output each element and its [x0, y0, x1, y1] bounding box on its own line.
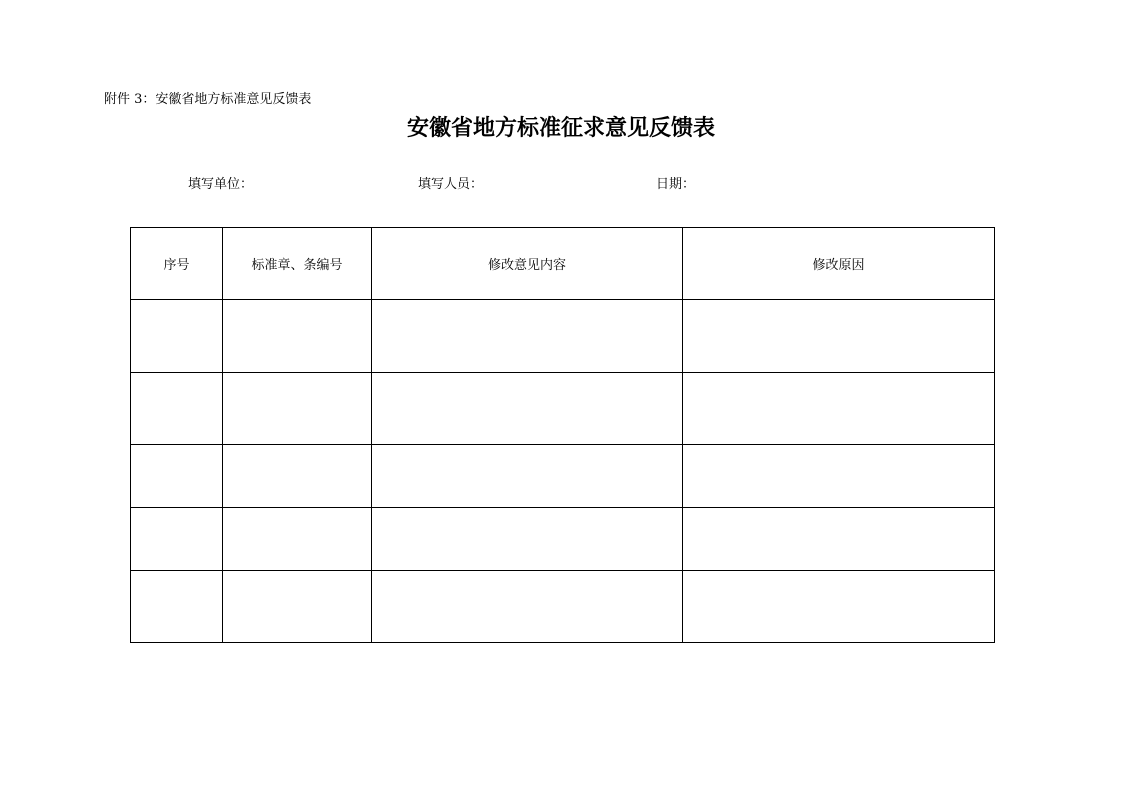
- clause-number-cell[interactable]: [223, 373, 372, 445]
- header-serial-number: 序号: [131, 228, 223, 300]
- serial-number-cell[interactable]: [131, 300, 223, 373]
- table-row: [131, 571, 995, 643]
- attachment-label: 附件 3：安徽省地方标准意见反馈表: [104, 92, 312, 107]
- revision-reason-cell[interactable]: [683, 508, 995, 571]
- feedback-table: [130, 227, 995, 643]
- header-revision-content: 修改意见内容: [372, 228, 683, 300]
- revision-content-cell[interactable]: [372, 508, 683, 571]
- clause-number-cell[interactable]: [223, 300, 372, 373]
- fill-person-label: 填写人员：: [418, 177, 484, 192]
- table-header-row: [131, 228, 995, 300]
- clause-number-cell[interactable]: [223, 508, 372, 571]
- table-row: [131, 300, 995, 373]
- revision-content-cell[interactable]: [372, 571, 683, 643]
- serial-number-cell[interactable]: [131, 508, 223, 571]
- revision-content-cell[interactable]: [372, 300, 683, 373]
- header-clause-number: 标准章、条编号: [223, 228, 372, 300]
- fill-unit-label: 填写单位：: [188, 177, 254, 192]
- table-row: [131, 445, 995, 508]
- revision-reason-cell[interactable]: [683, 571, 995, 643]
- clause-number-cell[interactable]: [223, 571, 372, 643]
- revision-reason-cell[interactable]: [683, 300, 995, 373]
- header-revision-reason: 修改原因: [683, 228, 995, 300]
- revision-content-cell[interactable]: [372, 445, 683, 508]
- revision-reason-cell[interactable]: [683, 373, 995, 445]
- clause-number-cell[interactable]: [223, 445, 372, 508]
- serial-number-cell[interactable]: [131, 571, 223, 643]
- table-row: [131, 508, 995, 571]
- revision-reason-cell[interactable]: [683, 445, 995, 508]
- date-label: 日期：: [656, 177, 696, 192]
- page-title: 安徽省地方标准征求意见反馈表: [406, 115, 715, 141]
- serial-number-cell[interactable]: [131, 373, 223, 445]
- serial-number-cell[interactable]: [131, 445, 223, 508]
- table-row: [131, 373, 995, 445]
- revision-content-cell[interactable]: [372, 373, 683, 445]
